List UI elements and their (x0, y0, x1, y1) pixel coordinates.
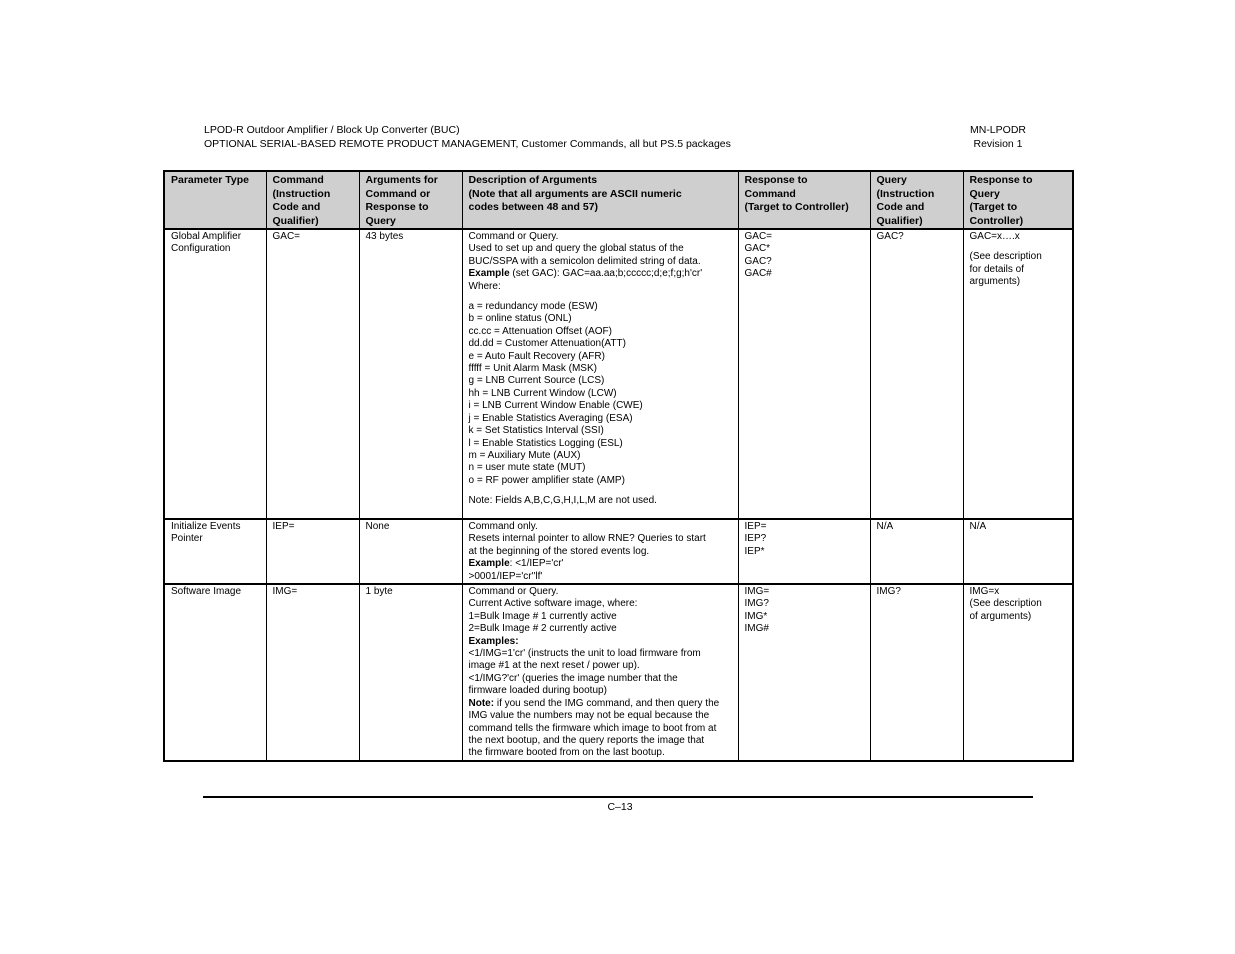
cell-parameter-type: Software Image (164, 584, 266, 761)
cell-query: GAC? (870, 229, 963, 519)
col-header-query: Query (Instruction Code and Qualifier) (870, 171, 963, 229)
cell-parameter-type: Global Amplifier Configuration (164, 229, 266, 519)
example-line: Example (set GAC): GAC=aa.aa;b;ccccc;d;e;f;g;h'cr' (468, 268, 703, 280)
cell-description: Command or Query. Used to set up and query the global status of the BUC/SSPA with a semicolon delimited string of data. Example (set GAC): GAC=aa.aa;b;ccccc;d;e;f;g;h'cr' Where: a = redundancy mode (ESW) b = online status (ONL) cc.cc = Attenuation Offset (AOF) dd.dd = Customer Attenuation(ATT) e = Auto Fault Recovery (AFR) fffff = Unit Alarm Mask (MSK) g = LNB Current Source (LCS) hh = LNB Current Window (LCW) i = LNB Current Window Enable (CWE) j = Enable Statistics Averaging (ESA) k = Set Statistics Interval (SSI) l = Enable Statistics Logging (ESL) m = Auxiliary Mute (AUX) n = user mute state (MUT) o = RF power amplifier state (AMP) Note: Fields A,B,C,G,H,I,L,M are not used. (462, 229, 738, 519)
header-title-line-2: OPTIONAL SERIAL-BASED REMOTE PRODUCT MANAGEMENT, Customer Commands, all but PS.5 packages (204, 138, 731, 150)
col-header-response-to-query: Response to Query (Target to Controller) (963, 171, 1073, 229)
cell-arguments: 43 bytes (359, 229, 462, 519)
cell-arguments: 1 byte (359, 584, 462, 761)
col-header-command: Command (Instruction Code and Qualifier) (266, 171, 359, 229)
doc-id: MN-LPODR (969, 124, 1026, 136)
cell-response-to-query: GAC=x….x (See description for details of arguments) (963, 229, 1073, 519)
col-header-parameter-type: Parameter Type (164, 171, 266, 229)
page-number: C–13 (607, 801, 633, 813)
cell-command: GAC= (266, 229, 359, 519)
cell-response-to-command: GAC= GAC* GAC? GAC# (738, 229, 870, 519)
doc-revision: Revision 1 (973, 138, 1023, 150)
cell-response-to-query: IMG=x (See description of arguments) (963, 584, 1073, 761)
cell-query: IMG? (870, 584, 963, 761)
example-line: Example: <1/IEP='cr' (468, 558, 564, 570)
table-row (164, 584, 1073, 761)
cell-response-to-query: N/A (963, 519, 1073, 584)
cell-query: N/A (870, 519, 963, 584)
cell-response-to-command: IMG= IMG? IMG* IMG# (738, 584, 870, 761)
cell-command: IEP= (266, 519, 359, 584)
col-header-response-to-command: Response to Command (Target to Controller) (738, 171, 870, 229)
cell-command: IMG= (266, 584, 359, 761)
running-header-docinfo (948, 123, 1048, 151)
col-header-description: Description of Arguments (Note that all arguments are ASCII numeric codes between 48 and 57) (462, 171, 738, 229)
cell-description: Command or Query. Current Active software image, where: 1=Bulk Image # 1 currently active 2=Bulk Image # 2 currently active Examples: <1/IMG=1'cr' (instructs the unit to load firmware from image #1 at the next reset / power up). <1/IMG?'cr' (queries the image number that the firmware loaded during bootup) Note: if you send the IMG command, and then query the IMG value the numbers may not be equal because the command tells the firmware which image to boot from at the next bootup, and the query reports the image that the firmware booted from on the last bootup. (462, 584, 738, 761)
note-line: Note: if you send the IMG command, and then query the (468, 697, 720, 709)
cell-response-to-command: IEP= IEP? IEP* (738, 519, 870, 584)
running-header-title (204, 123, 731, 151)
table-row (164, 229, 1073, 519)
col-header-arguments: Arguments for Command or Response to Query (359, 171, 462, 229)
cell-parameter-type: Initialize Events Pointer (164, 519, 266, 584)
footer-rule (203, 796, 1033, 798)
table-header-row (164, 171, 1073, 229)
header-title-line-1: LPOD-R Outdoor Amplifier / Block Up Converter (BUC) (204, 124, 460, 136)
cell-description: Command only. Resets internal pointer to allow RNE? Queries to start at the beginning of the stored events log. Example: <1/IEP='cr' >0001/IEP='cr''lf' (462, 519, 738, 584)
cell-arguments: None (359, 519, 462, 584)
table-row (164, 519, 1073, 584)
command-table (163, 170, 1074, 762)
examples-label: Examples: (468, 635, 519, 647)
